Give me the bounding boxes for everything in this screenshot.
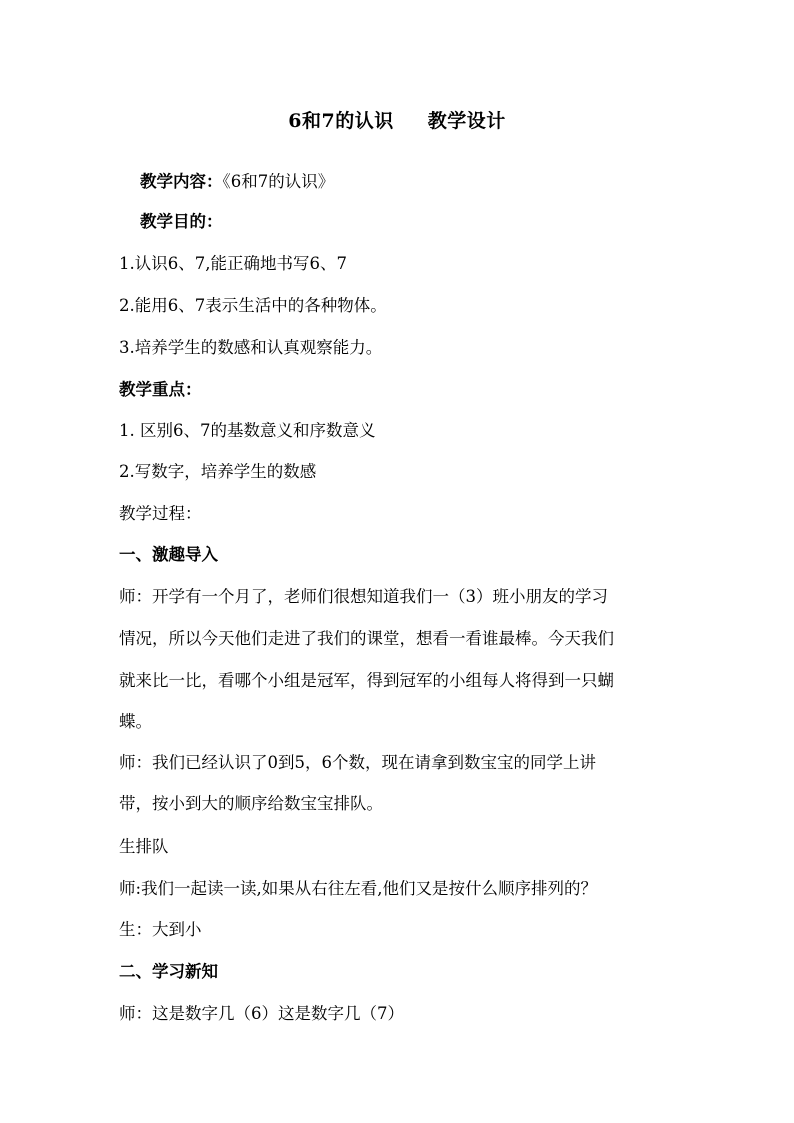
paragraph-line: 师：我们已经认识了0到5，6个数，现在请拿到数宝宝的同学上讲 <box>119 753 596 772</box>
paragraph-line: 师：开学有一个月了，老师们很想知道我们一（3）班小朋友的学习 <box>119 587 608 606</box>
process-heading: 教学过程： <box>119 504 202 523</box>
section-heading-intro: 一、激趣导入 <box>119 545 218 564</box>
content-value: 《6和7的认识》 <box>222 172 335 191</box>
content-line <box>140 171 710 193</box>
teacher-line: 师:我们一起读一读,如果从右往左看,他们又是按什么顺序排列的？ <box>119 879 598 898</box>
objective-item: 2.能用6、7表示生活中的各种物体。 <box>119 296 387 315</box>
student-line: 生：大到小 <box>119 920 202 939</box>
objectives-heading: 教学目的： <box>140 212 223 231</box>
paragraph-line: 蝶。 <box>119 712 152 731</box>
paragraph-line: 带，按小到大的顺序给数宝宝排队。 <box>119 794 383 813</box>
teacher-line: 师：这是数字几（6）这是数字几（7） <box>119 1004 404 1023</box>
content-label: 教学内容： <box>140 172 223 191</box>
objective-item: 1.认识6、7,能正确地书写6、7 <box>119 254 347 273</box>
title-design: 教学设计 <box>427 110 506 132</box>
paragraph-line: 就来比一比，看哪个小组是冠军，得到冠军的小组每人将得到一只蝴 <box>119 671 614 690</box>
document-title <box>0 106 794 133</box>
key-point-item: 1. 区别6、7的基数意义和序数意义 <box>119 421 376 440</box>
key-points-heading: 教学重点： <box>119 380 202 399</box>
key-point-item: 2.写数字，培养学生的数感 <box>119 462 317 481</box>
section-heading-new-knowledge: 二、学习新知 <box>119 962 218 981</box>
paragraph-line: 情况，所以今天他们走进了我们的课堂，想看一看谁最棒。今天我们 <box>119 629 614 648</box>
student-line: 生排队 <box>119 837 169 856</box>
title-topic: 6和7的认识 <box>288 110 394 132</box>
objective-item: 3.培养学生的数感和认真观察能力。 <box>119 338 383 357</box>
